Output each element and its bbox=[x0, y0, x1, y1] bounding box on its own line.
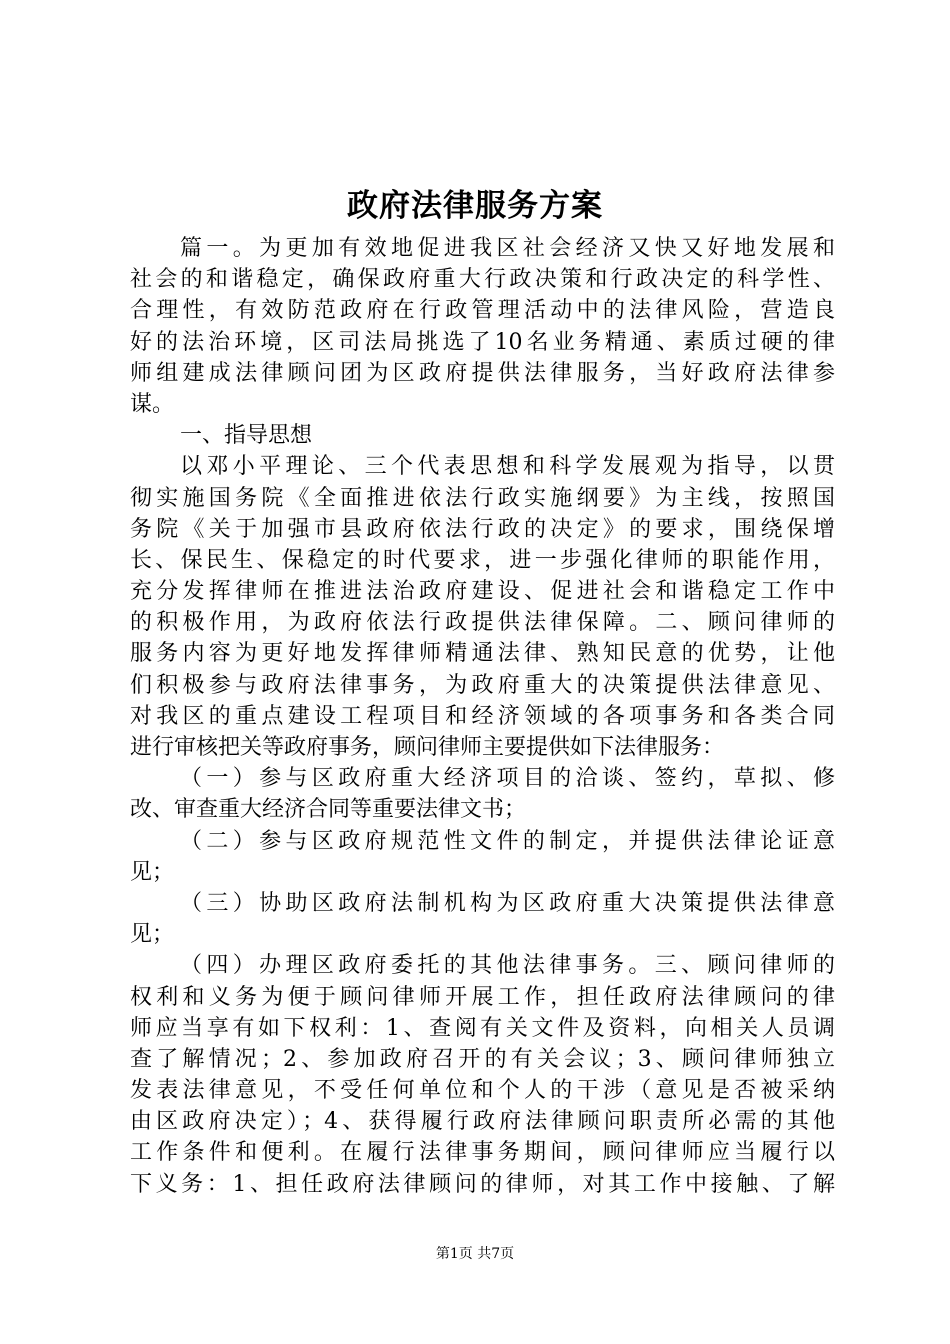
text-line: 进行审核把关等政府事务，顾问律师主要提供如下法律服务： bbox=[130, 735, 725, 760]
document-title: 政府法律服务方案 bbox=[347, 188, 603, 224]
text-line: 务院《关于加强市县政府依法行政的决定》的要求，围绕保增 bbox=[130, 516, 835, 542]
text-line: 以邓小平理论、三个代表思想和科学发展观为指导，以贯 bbox=[180, 454, 835, 480]
text-line: 工作条件和便利。在履行法律事务期间，顾问律师应当履行以 bbox=[130, 1140, 835, 1166]
list-item-line: 改、审查重大经济合同等重要法律文书； bbox=[130, 797, 527, 823]
list-item-line: （一）参与区政府重大经济项目的洽谈、签约，草拟、修 bbox=[180, 766, 835, 792]
list-item-line: （三）协助区政府法制机构为区政府重大决策提供法律意 bbox=[180, 890, 835, 916]
document-body bbox=[130, 233, 835, 1200]
text-line: 充分发挥律师在推进法治政府建设、促进社会和谐稳定工作中 bbox=[130, 579, 835, 605]
list-item-line: 见； bbox=[130, 922, 175, 948]
text-line: 下义务：1、担任政府法律顾问的律师，对其工作中接触、了解 bbox=[130, 1171, 835, 1197]
text-line: 师组建成法律顾问团为区政府提供法律服务，当好政府法律参 bbox=[130, 360, 835, 386]
page-number-footer: 第1页 共7页 bbox=[435, 1246, 515, 1262]
text-line: 由区政府决定）；4、获得履行政府法律顾问职责所必需的其他 bbox=[130, 1109, 835, 1135]
text-line: 们积极参与政府法律事务，为政府重大的决策提供法律意见、 bbox=[130, 672, 835, 698]
text-line: 师应当享有如下权利：1、查阅有关文件及资料，向相关人员调 bbox=[130, 1015, 835, 1041]
text-line: 合理性，有效防范政府在行政管理活动中的法律风险，营造良 bbox=[130, 298, 835, 324]
text-line: 谋。 bbox=[130, 391, 175, 417]
text-line: 发表法律意见，不受任何单位和个人的干涉（意见是否被采纳 bbox=[130, 1078, 835, 1104]
list-item-line: （二）参与区政府规范性文件的制定，并提供法律论证意 bbox=[180, 828, 835, 854]
text-line: 好的法治环境，区司法局挑选了10名业务精通、素质过硬的律 bbox=[130, 329, 835, 355]
text-line: 的积极作用，为政府依法行政提供法律保障。二、顾问律师的 bbox=[130, 610, 835, 636]
text-line: 权利和义务为便于顾问律师开展工作，担任政府法律顾问的律 bbox=[130, 984, 835, 1010]
text-line: 社会的和谐稳定，确保政府重大行政决策和行政决定的科学性、 bbox=[130, 267, 835, 293]
text-line: 彻实施国务院《全面推进依法行政实施纲要》为主线，按照国 bbox=[130, 485, 835, 511]
text-line: 查了解情况；2、参加政府召开的有关会议；3、顾问律师独立 bbox=[130, 1046, 835, 1072]
section-heading: 一、指导思想 bbox=[180, 423, 313, 449]
list-item-line: 见； bbox=[130, 859, 175, 885]
text-line: 长、保民生、保稳定的时代要求，进一步强化律师的职能作用， bbox=[130, 547, 835, 573]
list-item-line: （四）办理区政府委托的其他法律事务。三、顾问律师的 bbox=[180, 953, 835, 979]
text-line: 对我区的重点建设工程项目和经济领域的各项事务和各类合同 bbox=[130, 703, 835, 729]
text-line: 服务内容为更好地发挥律师精通法律、熟知民意的优势，让他 bbox=[130, 641, 835, 667]
text-line: 篇一。为更加有效地促进我区社会经济又快又好地发展和 bbox=[180, 236, 835, 261]
